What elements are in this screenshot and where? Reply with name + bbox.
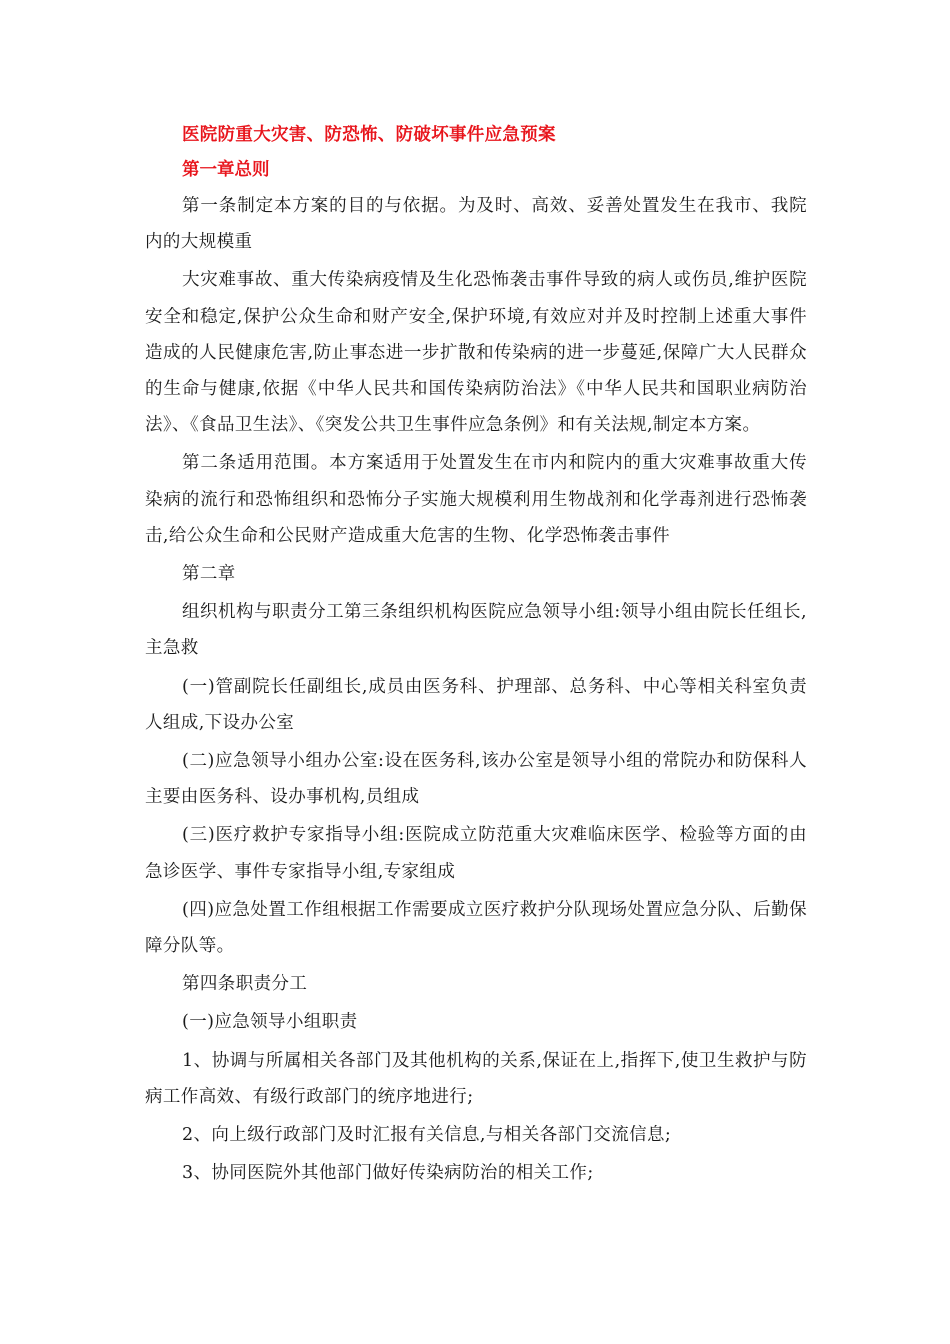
paragraph-duty-1: 1、协调与所属相关各部门及其他机构的关系,保证在上,指挥下,使卫生救护与防病工作高效、有级行政部门的统序地进行; (145, 1050, 807, 1107)
chapter-2-heading: 第二章 (182, 564, 236, 585)
paragraph-duty-heading: (一)应急领导小组职责 (182, 1012, 358, 1033)
paragraph-article-1: 第一条制定本方案的目的与依据。为及时、高效、妥善处置发生在我市、我院内的大规模重 (145, 196, 807, 253)
paragraph-item-2: (二)应急领导小组办公室:设在医务科,该办公室是领导小组的常院办和防保科人主要由医务科、设办事机构,员组成 (145, 751, 807, 808)
document-title: 医院防重大灾害、防恐怖、防破坏事件应急预案 (182, 125, 556, 145)
paragraph-article-2: 第二条适用范围。本方案适用于处置发生在市内和院内的重大灾难事故重大传染病的流行和恐怖组织和恐怖分子实施大规模利用生物战剂和化学毒剂进行恐怖袭击,给公众生命和公民财产造成重大危害的生物、化学恐怖袭击事件 (145, 453, 807, 546)
paragraph-duty-3: 3、协同医院外其他部门做好传染病防治的相关工作; (182, 1163, 594, 1184)
chapter-1-heading: 第一章总则 (182, 160, 270, 180)
paragraph-organization: 组织机构与职责分工第三条组织机构医院应急领导小组:领导小组由院长任组长,主急救 (145, 602, 807, 659)
paragraph-duty-2: 2、向上级行政部门及时汇报有关信息,与相关各部门交流信息; (182, 1125, 672, 1146)
paragraph-article-1-body: 大灾难事故、重大传染病疫情及生化恐怖袭击事件导致的病人或伤员,维护医院安全和稳定,保护公众生命和财产安全,保护环境,有效应对并及时控制上述重大事件造成的人民健康危害,防止事态进一步扩散和传染病的进一步蔓延,保障广大人民群众的生命与健康,依据《中华人民共和国传染病防治法》《中华人民共和国职业病防治法》、《食品卫生法》、《突发公共卫生事件应急条例》和有关法规,制定本方案。 (145, 270, 807, 436)
paragraph-item-3: (三)医疗救护专家指导小组:医院成立防范重大灾难临床医学、检验等方面的由急诊医学、事件专家指导小组,专家组成 (145, 825, 807, 882)
document-body (145, 118, 807, 1193)
paragraph-article-4: 第四条职责分工 (182, 974, 308, 995)
paragraph-item-4: (四)应急处置工作组根据工作需要成立医疗救护分队现场处置应急分队、后勤保障分队等。 (145, 899, 807, 957)
paragraph-item-1: (一)管副院长任副组长,成员由医务科、护理部、总务科、中心等相关科室负责人组成,下设办公室 (145, 676, 807, 733)
